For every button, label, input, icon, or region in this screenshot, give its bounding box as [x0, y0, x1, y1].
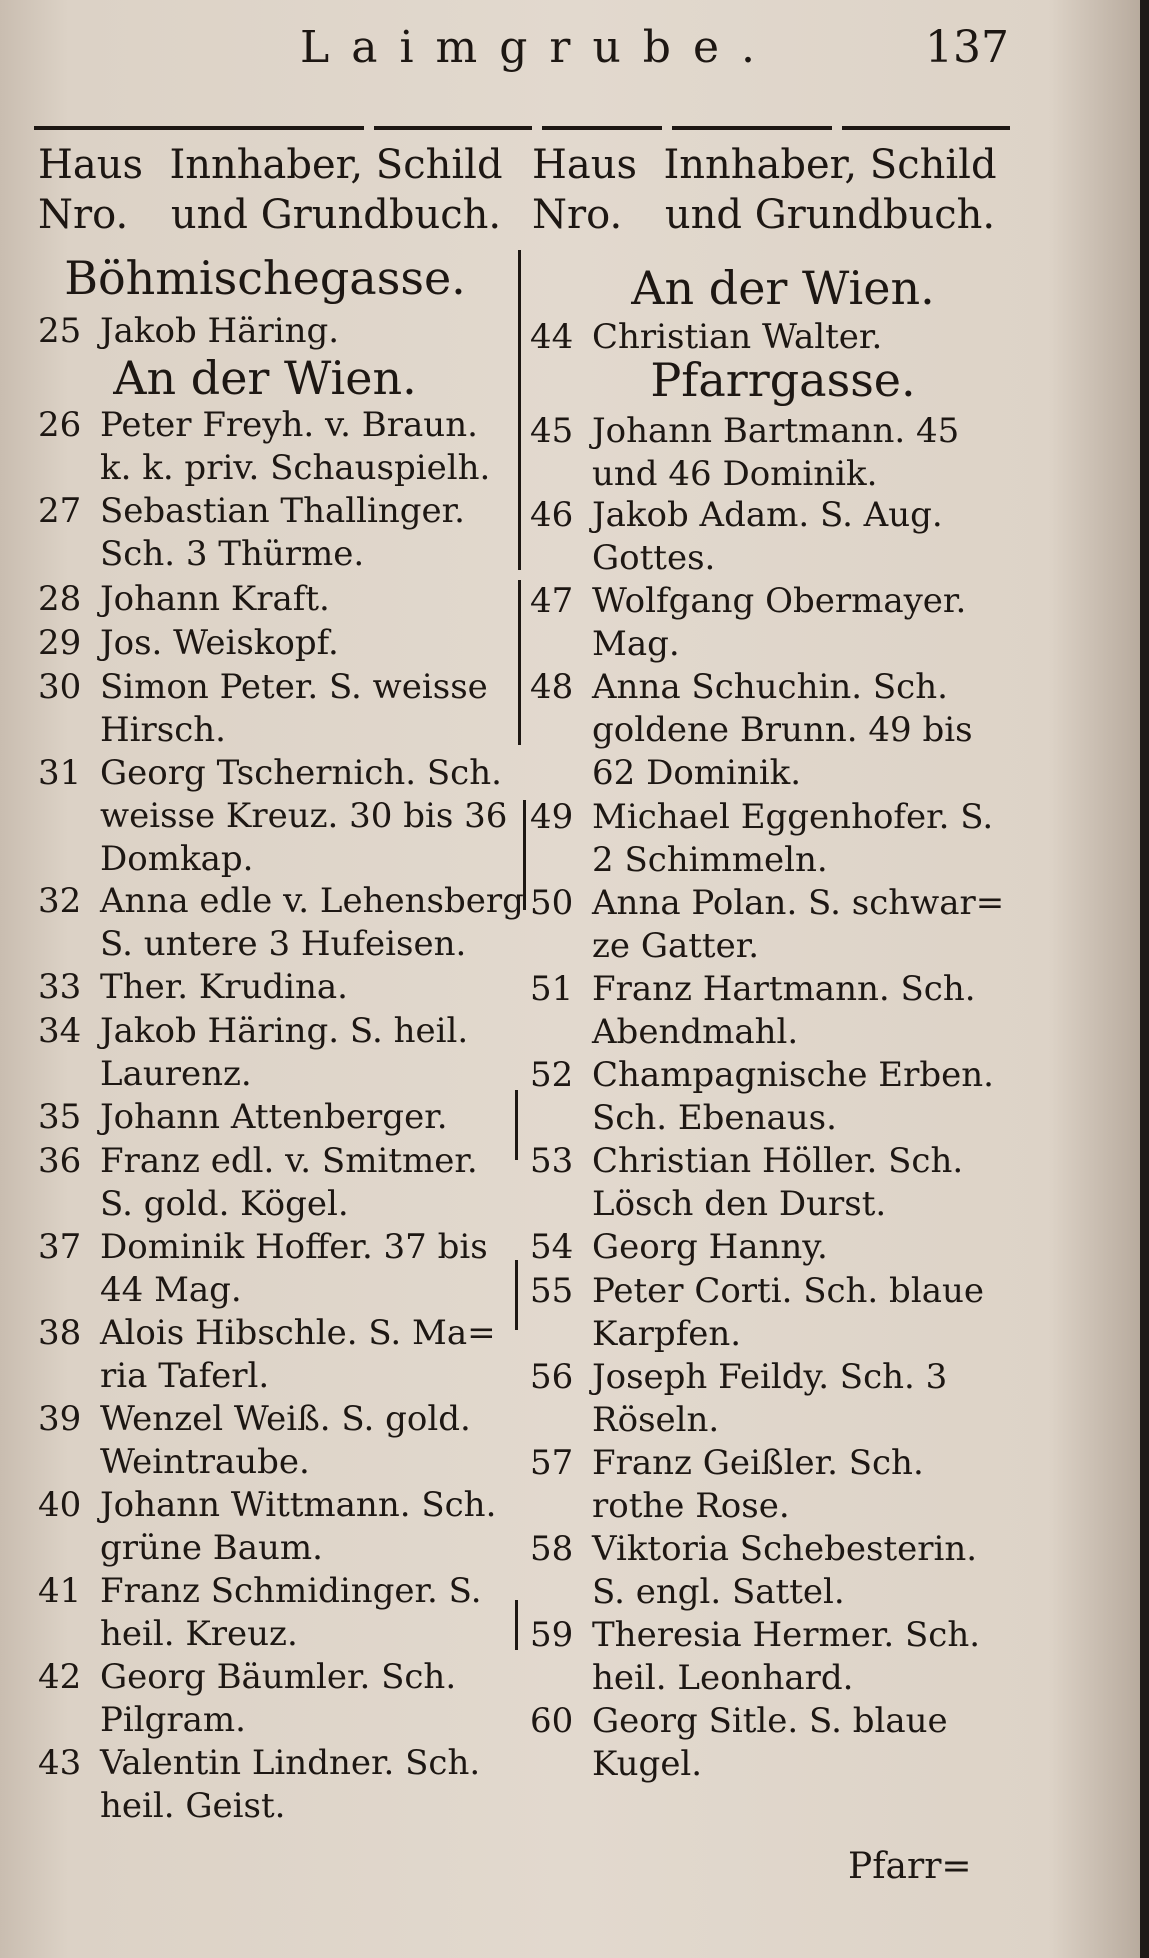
house-number: 30 — [38, 667, 82, 707]
header-rule — [542, 126, 662, 130]
house-number: 27 — [38, 491, 82, 531]
owner-line: Sch. Ebenaus. — [592, 1098, 837, 1138]
owner-line: Johann Attenberger. — [100, 1097, 448, 1137]
owner-line: Weintraube. — [100, 1442, 310, 1482]
owner-line: Ther. Krudina. — [100, 967, 348, 1007]
house-number: 43 — [38, 1743, 82, 1783]
house-number: 25 — [38, 311, 82, 351]
owner-line: grüne Baum. — [100, 1528, 323, 1568]
owner-line: 62 Dominik. — [592, 753, 802, 793]
street-heading: An der Wien. — [113, 351, 417, 405]
house-number: 34 — [38, 1011, 82, 1051]
owner-line: 44 Mag. — [100, 1270, 242, 1310]
owner-line: rothe Rose. — [592, 1486, 790, 1526]
owner-line: Jakob Häring. — [100, 311, 340, 351]
owner-sign-label: Innhaber, Schild — [663, 142, 997, 188]
owner-line: weisse Kreuz. 30 bis 36 — [100, 796, 508, 836]
house-number: 35 — [38, 1097, 82, 1137]
owner-line: goldene Brunn. 49 bis — [592, 710, 973, 750]
owner-line: Theresia Hermer. Sch. — [592, 1615, 981, 1655]
owner-line: Jakob Häring. S. heil. — [100, 1011, 469, 1051]
house-number: 46 — [530, 495, 574, 535]
header-rule — [672, 126, 832, 130]
owner-line: Georg Sitle. S. blaue — [592, 1701, 948, 1741]
owner-line: Laurenz. — [100, 1054, 252, 1094]
house-number: 33 — [38, 967, 82, 1007]
street-heading: Böhmischegasse. — [64, 251, 466, 305]
owner-line: Karpfen. — [592, 1314, 742, 1354]
owner-line: heil. Geist. — [100, 1786, 286, 1826]
owner-line: Mag. — [592, 624, 680, 664]
house-number: 26 — [38, 405, 82, 445]
owner-line: Georg Hanny. — [592, 1227, 828, 1267]
owner-line: Abendmahl. — [592, 1012, 799, 1052]
number-label: Nro. — [38, 192, 129, 238]
owner-line: Wolfgang Obermayer. — [592, 581, 967, 621]
house-number: 53 — [530, 1141, 574, 1181]
landregister-label: und Grundbuch. — [170, 192, 502, 238]
owner-line: Franz Geißler. Sch. — [592, 1443, 924, 1483]
owner-line: S. untere 3 Hufeisen. — [100, 924, 467, 964]
house-number: 50 — [530, 883, 574, 923]
owner-line: Georg Tschernich. Sch. — [100, 753, 502, 793]
owner-line: heil. Kreuz. — [100, 1614, 298, 1654]
owner-line: Jakob Adam. S. Aug. — [592, 495, 943, 535]
owner-line: Christian Höller. Sch. — [592, 1141, 964, 1181]
house-number: 32 — [38, 881, 82, 921]
running-head — [0, 22, 1140, 82]
page-number: 137 — [925, 22, 1009, 73]
owner-line: Domkap. — [100, 839, 254, 879]
house-number: 42 — [38, 1657, 82, 1697]
house-label: Haus — [532, 142, 638, 188]
house-number: 38 — [38, 1313, 82, 1353]
owner-line: heil. Leonhard. — [592, 1658, 854, 1698]
street-heading: Pfarrgasse. — [650, 353, 916, 407]
house-number: 52 — [530, 1055, 574, 1095]
owner-line: Hirsch. — [100, 710, 226, 750]
house-number: 36 — [38, 1141, 82, 1181]
house-label: Haus — [38, 142, 144, 188]
owner-line: und 46 Dominik. — [592, 454, 878, 494]
owner-line: ze Gatter. — [592, 926, 760, 966]
house-number: 28 — [38, 579, 82, 619]
house-number: 37 — [38, 1227, 82, 1267]
owner-line: Gottes. — [592, 538, 716, 578]
owner-line: Johann Bartmann. 45 — [592, 411, 960, 451]
owner-line: Röseln. — [592, 1400, 720, 1440]
owner-line: Kugel. — [592, 1744, 703, 1784]
house-number: 59 — [530, 1615, 574, 1655]
house-number: 41 — [38, 1571, 82, 1611]
owner-line: Peter Corti. Sch. blaue — [592, 1271, 984, 1311]
owner-line: Simon Peter. S. weisse — [100, 667, 488, 707]
house-number: 56 — [530, 1357, 574, 1397]
owner-line: Lösch den Durst. — [592, 1184, 887, 1224]
owner-line: Sebastian Thallinger. — [100, 491, 465, 531]
street-heading: An der Wien. — [631, 261, 935, 315]
house-number: 58 — [530, 1529, 574, 1569]
owner-line: Viktoria Schebesterin. — [592, 1529, 978, 1569]
owner-line: Anna Polan. S. schwar= — [592, 883, 1005, 923]
owner-sign-label: Innhaber, Schild — [169, 142, 503, 188]
owner-line: Franz Hartmann. Sch. — [592, 969, 976, 1009]
house-number: 44 — [530, 317, 574, 357]
header-rule — [842, 126, 1010, 130]
catchword: Pfarr= — [848, 1846, 972, 1887]
house-number: 55 — [530, 1271, 574, 1311]
owner-line: Joseph Feildy. Sch. 3 — [592, 1357, 948, 1397]
house-number: 57 — [530, 1443, 574, 1483]
book-spine-edge — [1140, 0, 1149, 1958]
owner-line: Anna Schuchin. Sch. — [592, 667, 948, 707]
house-number: 60 — [530, 1701, 574, 1741]
house-number: 40 — [38, 1485, 82, 1525]
running-title: Laimgrube. — [300, 22, 777, 73]
owner-line: Valentin Lindner. Sch. — [100, 1743, 481, 1783]
house-number: 39 — [38, 1399, 82, 1439]
house-number: 48 — [530, 667, 574, 707]
owner-line: Johann Wittmann. Sch. — [100, 1485, 497, 1525]
house-number: 45 — [530, 411, 574, 451]
owner-line: S. gold. Kögel. — [100, 1184, 349, 1224]
house-number: 51 — [530, 969, 574, 1009]
owner-line: Peter Freyh. v. Braun. — [100, 405, 478, 445]
house-number: 47 — [530, 581, 574, 621]
owner-line: Franz edl. v. Smitmer. — [100, 1141, 478, 1181]
number-label: Nro. — [532, 192, 623, 238]
header-rule — [374, 126, 532, 130]
owner-line: Franz Schmidinger. S. — [100, 1571, 482, 1611]
owner-line: ria Taferl. — [100, 1356, 270, 1396]
owner-line: S. engl. Sattel. — [592, 1572, 845, 1612]
owner-line: Michael Eggenhofer. S. — [592, 797, 994, 837]
landregister-label: und Grundbuch. — [664, 192, 996, 238]
owner-line: Anna edle v. Lehensberg — [100, 881, 524, 921]
owner-line: Pilgram. — [100, 1700, 246, 1740]
owner-line: Jos. Weiskopf. — [100, 623, 339, 663]
owner-line: Sch. 3 Thürme. — [100, 534, 365, 574]
header-rule — [34, 126, 364, 130]
owner-line: Alois Hibschle. S. Ma= — [100, 1313, 496, 1353]
owner-line: 2 Schimmeln. — [592, 840, 828, 880]
house-number: 29 — [38, 623, 82, 663]
house-number: 49 — [530, 797, 574, 837]
owner-line: Wenzel Weiß. S. gold. — [100, 1399, 471, 1439]
owner-line: k. k. priv. Schauspielh. — [100, 448, 491, 488]
owner-line: Georg Bäumler. Sch. — [100, 1657, 457, 1697]
owner-line: Christian Walter. — [592, 317, 883, 357]
house-number: 54 — [530, 1227, 574, 1267]
owner-line: Champagnische Erben. — [592, 1055, 994, 1095]
house-number: 31 — [38, 753, 82, 793]
owner-line: Dominik Hoffer. 37 bis — [100, 1227, 488, 1267]
owner-line: Johann Kraft. — [100, 579, 330, 619]
